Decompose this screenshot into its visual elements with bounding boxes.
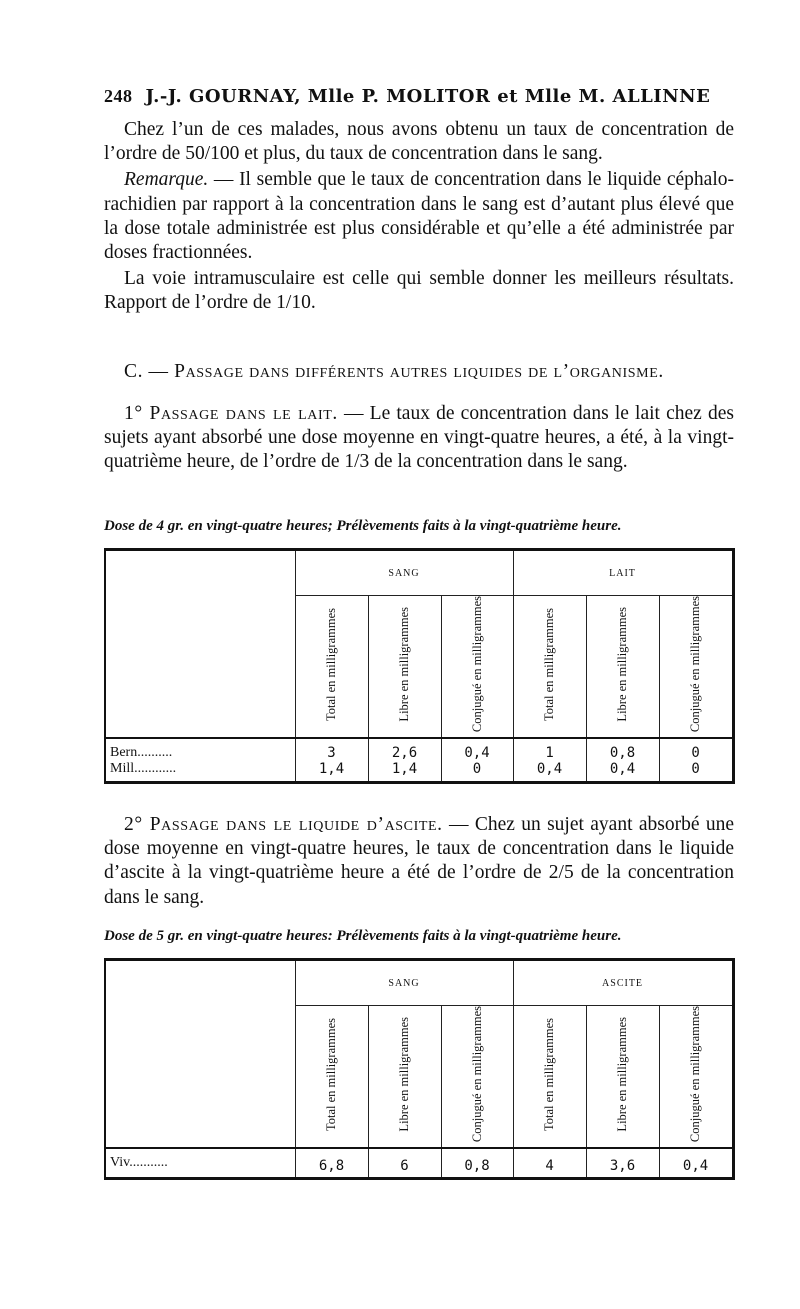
lait-title: 1° Passage dans le lait. [124, 403, 338, 424]
cell-value: 0,4 [441, 738, 513, 761]
cell-value: 0,4 [586, 761, 659, 783]
table-ascite [104, 958, 735, 1180]
cell-value: 3,6 [586, 1148, 659, 1179]
table-row [105, 1148, 733, 1179]
table-row [105, 738, 733, 761]
table1-col-libre-sang: Libre en milligrammes [368, 596, 441, 739]
cell-value: 6 [368, 1148, 441, 1179]
table2-col-libre-sang: Libre en milligrammes [368, 1006, 441, 1149]
cell-value: 1,4 [295, 761, 368, 783]
row-label: Viv........... [105, 1148, 295, 1179]
paragraph-lait [104, 402, 734, 475]
remarque-text: — Il semble que le taux de concentration dans le liquide céphalo-rachidien par rapport à la concentration dans le sang est d’autant plus élevé que la dose totale administrée est plus considérable et qu’elle a été administrée par doses fractionnées. [104, 169, 734, 264]
ascite-text: — Chez un sujet ayant absorbé une dose moyenne en vingt-quatre heures, le taux de concentration dans le liquide d’ascite à la vingt-quatrième heure a été de l’ordre de 2/5 de la concentration dans le sang. [104, 814, 734, 908]
table2-group-ascite: ASCITE [513, 960, 733, 1006]
running-head [104, 86, 724, 107]
table1-group-sang: SANG [295, 550, 513, 596]
remarque-label: Remarque. [124, 169, 209, 191]
subsection-lait [104, 402, 734, 475]
table1-col-total-sang: Total en milligrammes [295, 596, 368, 739]
cell-value: 3 [295, 738, 368, 761]
table1-col-total-lait: Total en milligrammes [513, 596, 586, 739]
table2-col-total-sang: Total en milligrammes [295, 1006, 368, 1149]
cell-value: 0 [659, 738, 733, 761]
table1-col-conjugue-sang: Conjugué en milligrammes [441, 596, 513, 739]
cell-value: 0 [441, 761, 513, 783]
section-c [104, 360, 734, 384]
cell-value: 0,8 [586, 738, 659, 761]
cell-value: 0,4 [659, 1148, 733, 1179]
row-label: Bern.......... [105, 738, 295, 761]
cell-value: 6,8 [295, 1148, 368, 1179]
table1-group-lait: LAIT [513, 550, 733, 596]
paragraph-ascite [104, 813, 734, 910]
cell-value: 0,8 [441, 1148, 513, 1179]
cell-value: 1,4 [368, 761, 441, 783]
table2-group-sang: SANG [295, 960, 513, 1006]
paragraph-voie: La voie intramusculaire est celle qui semble donner les meilleurs résultats. Rapport de l’ordre de 1/10. [104, 268, 734, 314]
paragraph-remarque [104, 168, 734, 265]
section-c-heading: C. — Passage dans différents autres liquides de l’organisme. [124, 361, 664, 382]
row-label: Mill............ [105, 761, 295, 783]
cell-value: 1 [513, 738, 586, 761]
page-number: 248 [104, 86, 133, 106]
table2-caption: Dose de 5 gr. en vingt-quatre heures: Prélèvements faits à la vingt-quatrième heure. [104, 928, 622, 944]
table1-col-conjugue-lait: Conjugué en milligrammes [659, 596, 733, 739]
table2-col-conjugue-sang: Conjugué en milligrammes [441, 1006, 513, 1149]
authors-header: J.-J. GOURNAY, Mlle P. MOLITOR et Mlle M. ALLINNE [145, 86, 711, 107]
subsection-ascite [104, 813, 734, 910]
table2-corner [105, 960, 295, 1149]
table-lait [104, 548, 735, 784]
table-row [105, 761, 733, 783]
lait-text: — Le taux de concentration dans le lait chez des sujets ayant absorbé une dose moyenne en vingt-quatre heures, a été, à la vingt-quatrième heure, de l’ordre de 1/3 de la concentration dans le sang. [104, 403, 734, 473]
table2-col-total-ascite: Total en milligrammes [513, 1006, 586, 1149]
cell-value: 2,6 [368, 738, 441, 761]
table2-col-libre-ascite: Libre en milligrammes [586, 1006, 659, 1149]
cell-value: 0,4 [513, 761, 586, 783]
cell-value: 4 [513, 1148, 586, 1179]
table2-col-conjugue-ascite: Conjugué en milligrammes [659, 1006, 733, 1149]
table1-corner [105, 550, 295, 739]
ascite-title: 2° Passage dans le liquide d’ascite. [124, 814, 443, 835]
table1-col-libre-lait: Libre en milligrammes [586, 596, 659, 739]
cell-value: 0 [659, 761, 733, 783]
body-text-top [104, 118, 734, 316]
table1-caption: Dose de 4 gr. en vingt-quatre heures; Prélèvements faits à la vingt-quatrième heure. [104, 518, 622, 534]
paragraph-concentration: Chez l’un de ces malades, nous avons obtenu un taux de concentration de l’ordre de 50/100 et plus, du taux de concentration dans le sang. [104, 119, 734, 165]
